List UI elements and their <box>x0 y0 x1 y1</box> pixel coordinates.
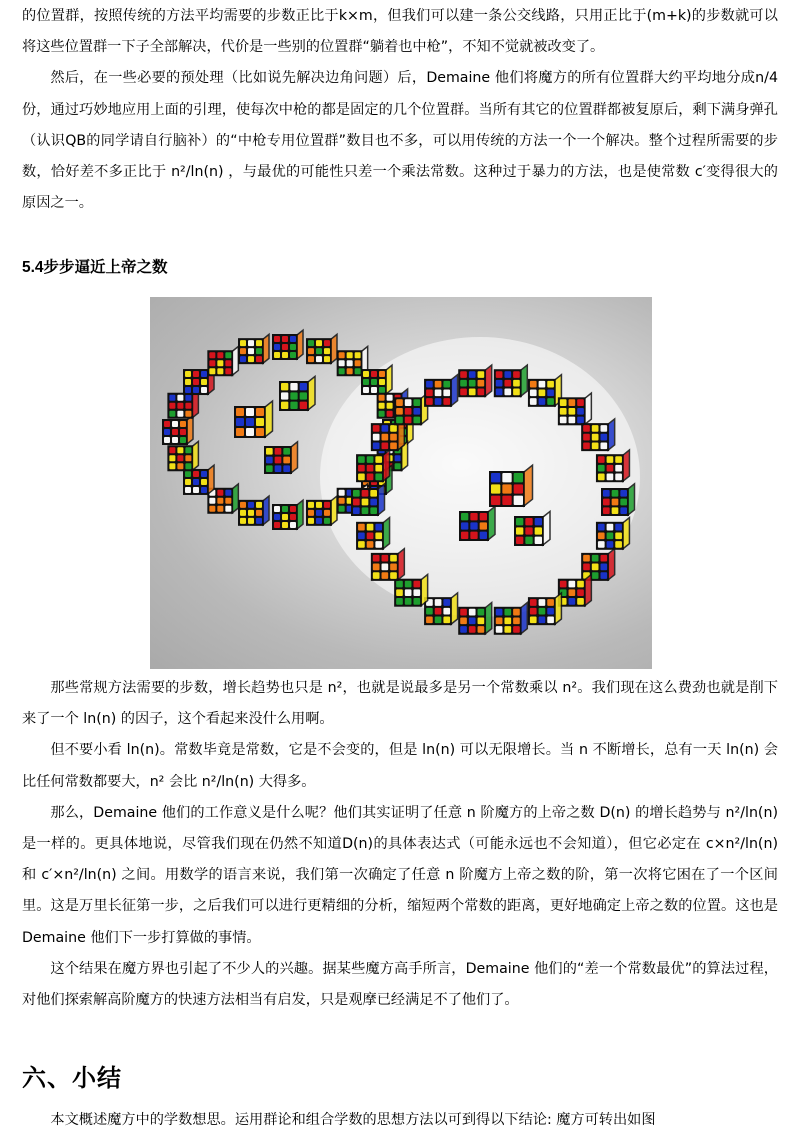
cube <box>272 330 303 360</box>
cube <box>596 450 630 482</box>
cube <box>306 334 337 364</box>
paragraph-cubing-community: 这个结果在魔方界也引起了不少人的兴趣。据某些魔方高手所言，Demaine 他们的“差一个常数最优”的算法过程，对他们探索解高阶魔方的快速方法相当有启发，只是观摩已经满足不了他们了。 <box>22 960 778 1009</box>
cube <box>459 506 495 541</box>
paragraph-continuation: 的位置群，按照传统的方法平均需要的步数正比于k×m，但我们可以建一条公交线路，只用正比于(m+k)的步数就可以将这些位置群一下子全部解决，代价是一些别的位置群“躺着也中枪”，不知不觉就被改变了。 <box>22 8 778 56</box>
cube <box>272 500 303 530</box>
cube <box>581 419 615 451</box>
cube <box>494 603 528 635</box>
cube <box>162 415 193 445</box>
cube <box>528 375 562 407</box>
cube <box>558 574 592 606</box>
cube <box>238 334 269 364</box>
cube <box>361 365 392 395</box>
cube <box>207 346 238 376</box>
section-heading-summary: 六、小结 <box>22 1064 122 1092</box>
cube <box>494 365 528 397</box>
cube <box>264 442 298 474</box>
paragraph-significance: 那么，Demaine 他们的工作意义是什么呢？他们其实证明了任意 n 阶魔方的上帝之数 D(n) 的增长趋势与 n²/ln(n) 是一样的。更具体地说，尽管我们现在仍然不知道D(n)的具体表达式（可能永远也不会知道），但它必定在 c×n²/ln(n) 和 c′×n²/ln(n) 之间。用数学的语言来说，我们第一次确定了任意 n 阶魔方上帝之数的阶，第一次将它困在了一个区间里。这是万里长征第一步，之后我们可以进行更精细的分析，缩短两个常数的距离，更好地确定上帝之数的位置。这也是Demaine 他们下一步打算做的事情。 <box>22 804 778 946</box>
body-text-top <box>22 1 778 219</box>
cube <box>371 549 405 581</box>
cube <box>356 450 390 482</box>
cube-ring-illustration <box>150 297 652 669</box>
cube <box>356 518 390 550</box>
cube <box>601 484 635 516</box>
cube <box>167 441 198 471</box>
cube <box>424 375 458 407</box>
paragraph-summary-start: 本文概述魔方中的学数想思。运用群论和组合学数的思想方法以可到得以下结论: 魔方可转出如图 <box>50 1112 656 1128</box>
cube <box>489 465 533 507</box>
cube <box>596 518 630 550</box>
cube <box>234 401 273 438</box>
cube <box>279 376 315 411</box>
cube <box>238 496 269 526</box>
section-heading-5-4: 5.4步步逼近上帝之数 <box>22 259 168 276</box>
cube <box>514 511 550 546</box>
body-text-bottom <box>22 1105 778 1136</box>
cube <box>306 496 337 526</box>
cube <box>581 549 615 581</box>
cube <box>394 393 428 425</box>
cube <box>528 593 562 625</box>
paragraph-demaine-method: 然后，在一些必要的预处理（比如说先解决边角问题）后，Demaine 他们将魔方的所有位置群大约平均地分成n/4份，通过巧妙地应用上面的引理，使每次中枪的都是固定的几个位置群。当所有其它的位置群都被复原后，剩下满身弹孔（认识QB的同学请自行脑补）的“中枪专用位置群”数目也不多，可以用传统的方法一个一个解决。整个过程所需要的步数，恰好差不多正比于 n²/ln(n) ，与最优的可能性只差一个乘法常数。这种过于暴力的方法，也是使常数 c′变得很大的原因之一。 <box>22 70 778 212</box>
body-text-middle <box>22 673 778 1016</box>
cube <box>458 365 492 397</box>
cube <box>558 393 592 425</box>
paragraph-ln-n: 但不要小看 ln(n)。常数毕竟是常数，它是不会变的，但是 ln(n) 可以无限增长。当 n 不断增长，总有一天 ln(n) 会比任何常数都要大，n² 会比 n²/ln(n) 大得多。 <box>22 742 778 790</box>
cube <box>424 593 458 625</box>
paragraph-n-squared: 那些常规方法需要的步数，增长趋势也只是 n²，也就是说最多是另一个常数乘以 n²。我们现在这么费劲也就是削下来了一个 ln(n) 的因子，这个看起来没什么用啊。 <box>22 680 778 728</box>
rubiks-cube-figure <box>150 297 652 669</box>
cube <box>458 603 492 635</box>
cube <box>351 484 385 516</box>
